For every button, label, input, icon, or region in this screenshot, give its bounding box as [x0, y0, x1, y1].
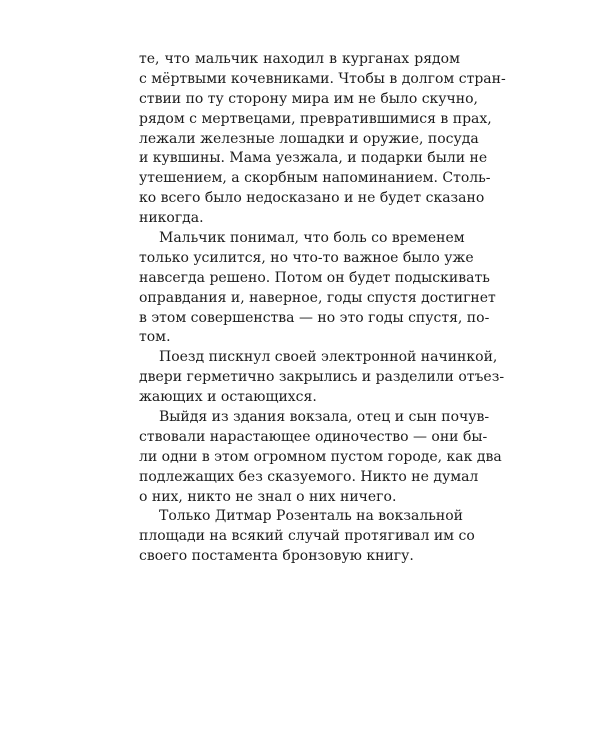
text-line: ко всего было недосказано и не будет сказано — [139, 190, 485, 207]
text-line: с мёртвыми кочевниками. Чтобы в долгом стран- — [139, 70, 506, 87]
text-line: ствии по ту сторону мира им не было скучно, — [139, 90, 479, 107]
text-line: навсегда решено. Потом он будет подыскивать — [139, 269, 490, 286]
paragraph-2 — [139, 229, 496, 348]
text-line: лежали железные лошадки и оружие, посуда — [139, 130, 479, 147]
paragraph-1 — [139, 50, 506, 229]
text-line: те, что мальчик находил в курганах рядом — [139, 51, 460, 67]
text-block — [139, 50, 506, 567]
text-line: и кувшины. Мама уезжала, и подарки были не — [139, 150, 488, 167]
paragraph-5 — [139, 507, 475, 567]
text-line: Выйдя из здания вокзала, отец и сын почув- — [159, 409, 490, 426]
text-line: в этом совершенства — но это годы спустя, по- — [139, 309, 490, 326]
text-line: Поезд пискнул своей электронной начинкой, — [159, 349, 498, 366]
text-line: жающих и остающихся. — [139, 389, 317, 406]
text-line: только усилится, но что-то важное было уже — [139, 249, 474, 266]
paragraph-4 — [139, 408, 502, 507]
text-line: ствовали нарастающее одиночество — они бы- — [139, 428, 488, 445]
text-line: оправдания и, наверное, годы спустя достигнет — [139, 289, 496, 306]
text-line: площади на всякий случай протягивал им со — [139, 528, 475, 545]
text-line: о них, никто не знал о них ничего. — [139, 488, 397, 505]
text-line: том. — [139, 329, 171, 346]
text-line: рядом с мертвецами, превратившимися в прах, — [139, 110, 492, 127]
text-line: подлежащих без сказуемого. Никто не думал — [139, 468, 479, 485]
paragraph-3 — [139, 348, 505, 408]
text-line: утешением, а скорбным напоминанием. Столь- — [139, 170, 491, 187]
text-line: Только Дитмар Розенталь на вокзальной — [159, 508, 463, 525]
text-line: никогда. — [139, 210, 204, 227]
text-line: двери герметично закрылись и разделили отъез- — [139, 369, 505, 386]
text-line: своего постамента бронзовую книгу. — [139, 548, 414, 565]
text-line: Мальчик понимал, что боль со временем — [159, 230, 465, 247]
text-line: ли одни в этом огромном пустом городе, как два — [139, 448, 502, 465]
